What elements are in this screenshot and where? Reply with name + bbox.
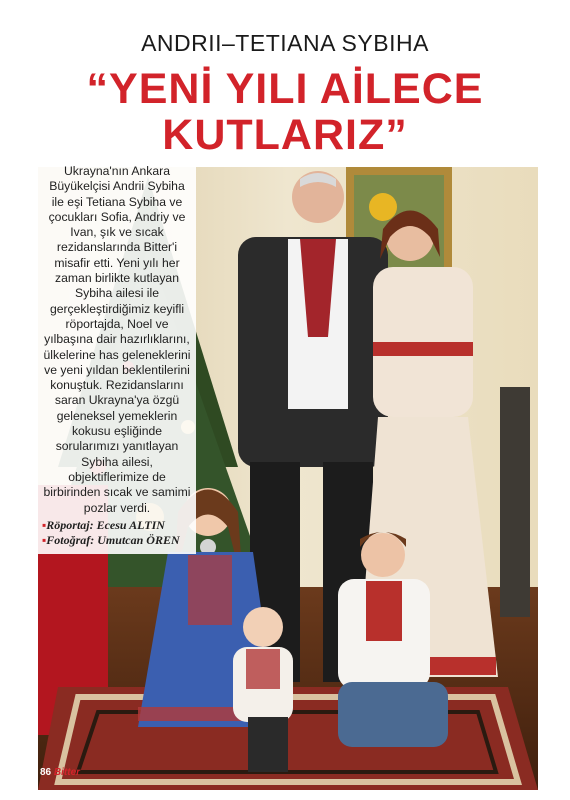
article-intro (38, 160, 196, 554)
credit-interview (42, 518, 192, 533)
square-bullet-icon: ▪ (42, 517, 47, 532)
article-kicker: ANDRII–TETIANA SYBIHA (141, 30, 429, 56)
magazine-brand: Bitter (53, 767, 81, 778)
intro-paragraph: Ukrayna'nın Ankara Büyükelçisi Andrii Sybiha ile eşi Tetiana Sybiha ve çocukları Sofia, Andriy ve Ivan, şık ve sıcak rezidanslarında Bitter'i misafir etti. Yeni yılı her zaman birlikte kutlayan Sybiha ailesi ile gerçekleştirdiğimiz keyifli röportajda, Noel ve yılbaşına dair hazırlıklarını, ülkelerine has geleneklerini ve yeni yıldan beklentilerini konuştuk. Rezidanslarını saran Ukrayna'ya özgü geleneksel yemeklerin kokusu eşliğinde sorularımızı yanıtlayan Sybiha ailesi, objektiflerimize de birbirinden sıcak ve samimi pozlar verdi. (43, 164, 191, 515)
headline-line-2: KUTLARIZ” (162, 111, 408, 159)
fireplace (500, 387, 530, 617)
credit-interview-text: Röportaj: Ecesu ALTIN (46, 517, 165, 532)
credit-photo-text: Fotoğraf: Umutcan ÖREN (46, 532, 180, 547)
page-folio (40, 767, 80, 778)
article-headline (0, 66, 570, 158)
page-number: 86 (40, 767, 52, 778)
credit-photo (42, 533, 192, 548)
article-credits (42, 518, 192, 548)
headline-line-1: “YENİ YILI AİLECE (86, 65, 484, 113)
square-bullet-icon: ▪ (42, 532, 47, 547)
